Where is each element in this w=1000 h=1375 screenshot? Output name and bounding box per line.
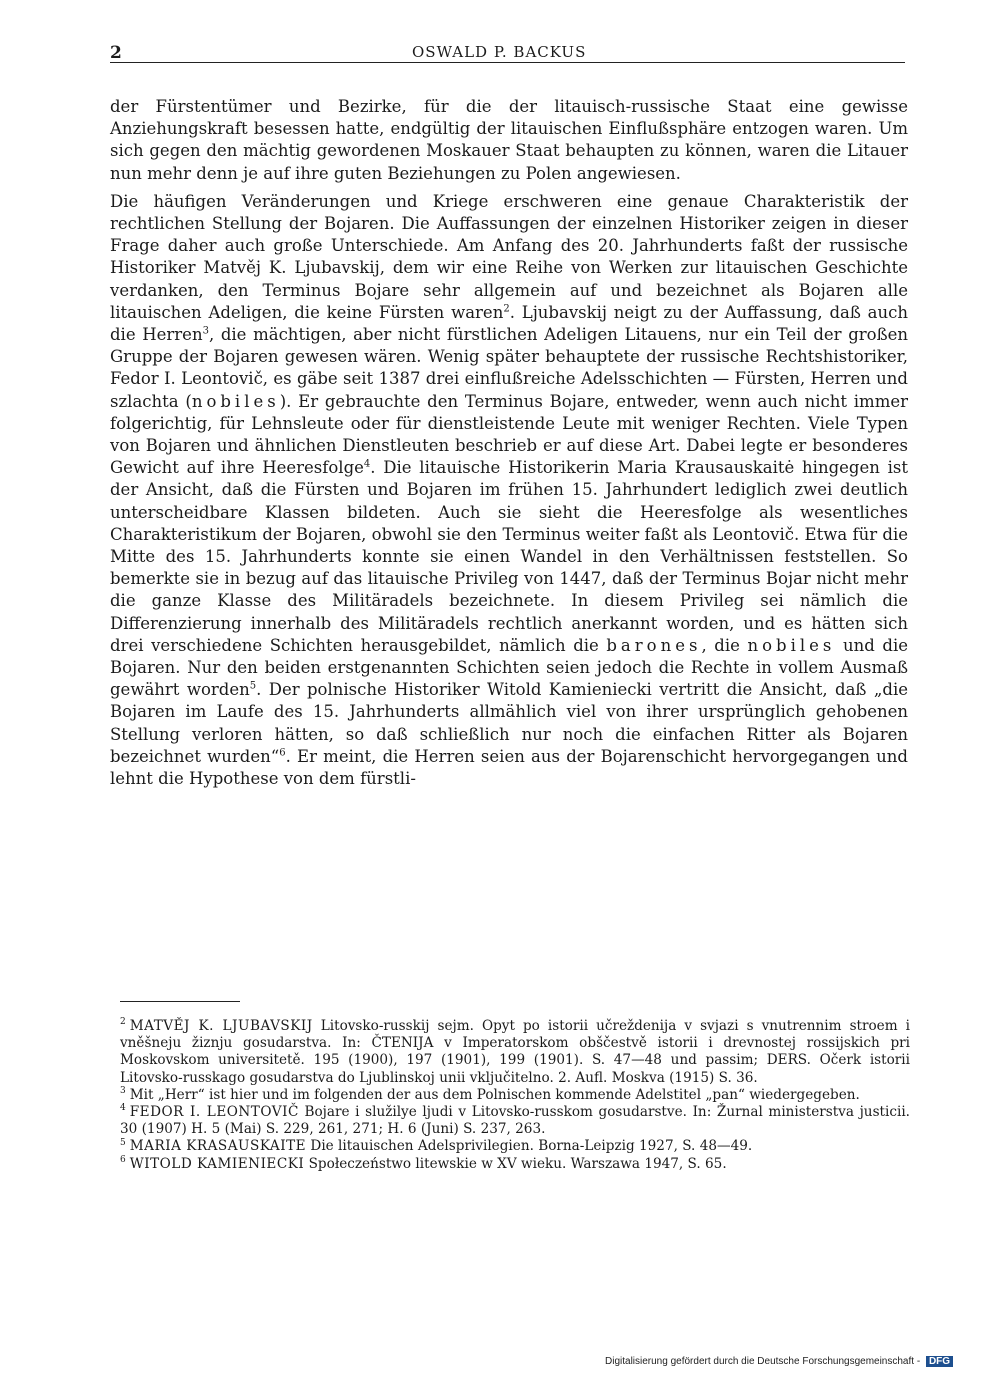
footnote-5 <box>120 1138 910 1155</box>
footnote-ref-6: 6 <box>279 747 286 759</box>
footnote-text: Społeczeństwo litewskie w XV wieku. Warszawa 1947, S. 65. <box>304 1155 727 1172</box>
header-rule <box>110 62 905 63</box>
paragraph-2-part: ). Er gebrauchte den Terminus Bojare, entweder, wenn auch nicht immer folgerichtig, für Lehnsleute oder für dienstleistende Leute mit weniger Rechten. Viele Typen von Bojaren und ähnlichen Dienstleuten beschrieb er auf diese Art. Dabei legte er besonderes Gewicht auf ihre Heeresfolge <box>110 391 908 478</box>
footnote-text: Bojare i služilye ljudi v Litovsko-russkom gosudarstve. In: Žurnal ministerstva justicii. 30 (1907) H. 5 (Mai) S. 229, 261, 271; H. 6 (Juni) S. 237, 263. <box>120 1104 910 1138</box>
footnote-rule <box>120 1001 240 1002</box>
footnote-mark: 5 <box>120 1137 126 1148</box>
body-text <box>110 96 908 790</box>
footnote-text: Mit „Herr“ ist hier und im folgenden der aus dem Polnischen kommende Adelstitel „pan“ wiedergegeben. <box>129 1086 860 1103</box>
paragraph-2-part: . Die litauische Historikerin Maria Krausauskaitė hingegen ist der Ansicht, daß die Fürsten und Bojaren im frühen 15. Jahrhundert lediglich zwei deutlich unterscheidbare Klassen bildeten. Auch sie sieht die Heeresfolge als wesentliches Charakteristikum der Bojaren, obwohl sie den Terminus weiter faßt als Leontovič. Etwa für die Mitte des 15. Jahrhunderts konnte sie einen Wandel in den Verhältnissen feststellen. So bemerkte sie in bezug auf das litauische Privileg von 1447, daß der Terminus Bojar nicht mehr die ganze Klasse des Militäradels bezeichnete. In diesem Privileg sei nämlich die Differenzierung innerhalb des Militäradels rechtlich anerkannt worden, und es hätten sich drei verschiedene Schichten herausgebildet, nämlich die <box>110 458 908 655</box>
footnote-author: MARIA KRASAUSKAITE <box>129 1138 307 1155</box>
footnote-2 <box>120 1018 910 1087</box>
dfg-logo: DFG <box>926 1356 953 1367</box>
running-head: OSWALD P. BACKUS <box>412 43 587 61</box>
footnote-mark: 3 <box>120 1086 126 1097</box>
footnote-author: MATVĚJ K. LJUBAVSKIJ <box>129 1018 313 1034</box>
paragraph-2-part: . Er meint, die Herren seien aus der Bojarenschicht hervorgegangen und lehnt die Hypothese von dem fürstli- <box>110 746 908 789</box>
footnote-mark: 2 <box>120 1017 126 1028</box>
footnote-ref-5: 5 <box>249 680 257 692</box>
footnotes <box>120 1018 910 1173</box>
spaced-term-nobiles: nobiles <box>747 635 836 655</box>
page-number: 2 <box>110 43 122 63</box>
footnote-6 <box>120 1156 910 1173</box>
footnote-author: WITOLD KAMIENIECKI <box>129 1155 305 1172</box>
paragraph-1: der Fürstentümer und Bezirke, für die der litauisch-russische Staat eine gewisse Anziehungskraft besessen hatte, endgültig der litauischen Einflußsphäre entzogen waren. Um sich gegen den mächtig gewordenen Moskauer Staat behaupten zu können, waren die Litauer nun mehr denn je auf ihre guten Beziehungen zu Polen angewiesen. <box>110 97 908 183</box>
paragraph-2-part: und die Bojaren. Nur den beiden erstgenannten Schichten seien jedoch die Rechte in vollem Ausmaß gewährt worden <box>110 635 908 700</box>
spaced-term-barones: barones <box>606 635 702 655</box>
funding-note: Digitalisierung gefördert durch die Deutsche Forschungsgemeinschaft <box>605 1356 915 1368</box>
footnote-mark: 6 <box>120 1155 126 1166</box>
spaced-term-nobiles: nobiles <box>191 391 280 411</box>
footnote-ref-4: 4 <box>363 458 371 470</box>
footnote-author: FEDOR I. LEONTOVIČ <box>129 1104 299 1121</box>
footnote-ref-2: 2 <box>503 303 510 315</box>
paragraph-2-part: , die <box>701 635 748 655</box>
footnote-mark: 4 <box>120 1103 126 1114</box>
paragraph-2 <box>110 191 908 790</box>
paragraph-2-part: . Ljubavskij neigt zu der Auffassung, daß auch die Herren <box>110 302 908 345</box>
footnote-3 <box>120 1087 910 1104</box>
footnote-text: Die litauischen Adelsprivilegien. Borna-Leipzig 1927, S. 48—49. <box>306 1138 753 1155</box>
paragraph-2-part: Die häufigen Veränderungen und Kriege erschweren eine genaue Charakteristik der rechtlichen Stellung der Bojaren. Die Auffassungen der einzelnen Historiker zeigen in dieser Frage daher auch große Unterschiede. Am Anfang des 20. Jahrhunderts faßt der russische Historiker Matvěj K. Ljubavskij, dem wir eine Reihe von Werken zur litauischen Geschichte verdanken, den Terminus Bojare sehr allgemein auf und bezeichnet als Bojaren alle litauischen Adeligen, die keine Fürsten waren <box>110 191 908 322</box>
paragraph-2-part: , die mächtigen, aber nicht fürstlichen Adeligen Litauens, nur ein Teil der großen Gruppe der Bojaren gewesen wären. Wenig später behauptete der russische Rechtshistoriker, Fedor I. Leontovič, es gäbe seit 1387 drei einflußreiche Adelsschichten — Fürsten, Herren und szlachta ( <box>110 325 909 411</box>
footnote-4 <box>120 1104 910 1138</box>
footnote-ref-3: 3 <box>202 325 209 337</box>
paragraph-2-part: . Der polnische Historiker Witold Kamieniecki vertritt die Ansicht, daß „die Bojaren im Laufe des 15. Jahrhunderts allmählich viel von ihrer ursprünglich gehobenen Stellung verloren hätten, so daß schließlich nur noch die einfachen Ritter als Bojaren bezeichnet wurden“ <box>110 680 908 766</box>
footnote-text: Litovsko-russkij sejm. Opyt po istorii učreždenija v svjazi s vnutrennim stroem i vněšneju žiznju gosudarstva. In: ČTENIJA v Imperatorskom obščestvě istorii i drevnostej rossijskich pri Moskovskom universitetě. 195 (1900), 197 (1901), 199 (1901). S. 47—48 und passim; DERS. Očerk istorii Litovsko-russkago gosudarstva do Ljublinskoj unii vključitelno. 2. Aufl. Moskva (1915) S. 36. <box>120 1018 910 1086</box>
funding-footer: Digitalisierung gefördert durch die Deutsche Forschungsgemeinschaft - DFG <box>605 1356 953 1367</box>
